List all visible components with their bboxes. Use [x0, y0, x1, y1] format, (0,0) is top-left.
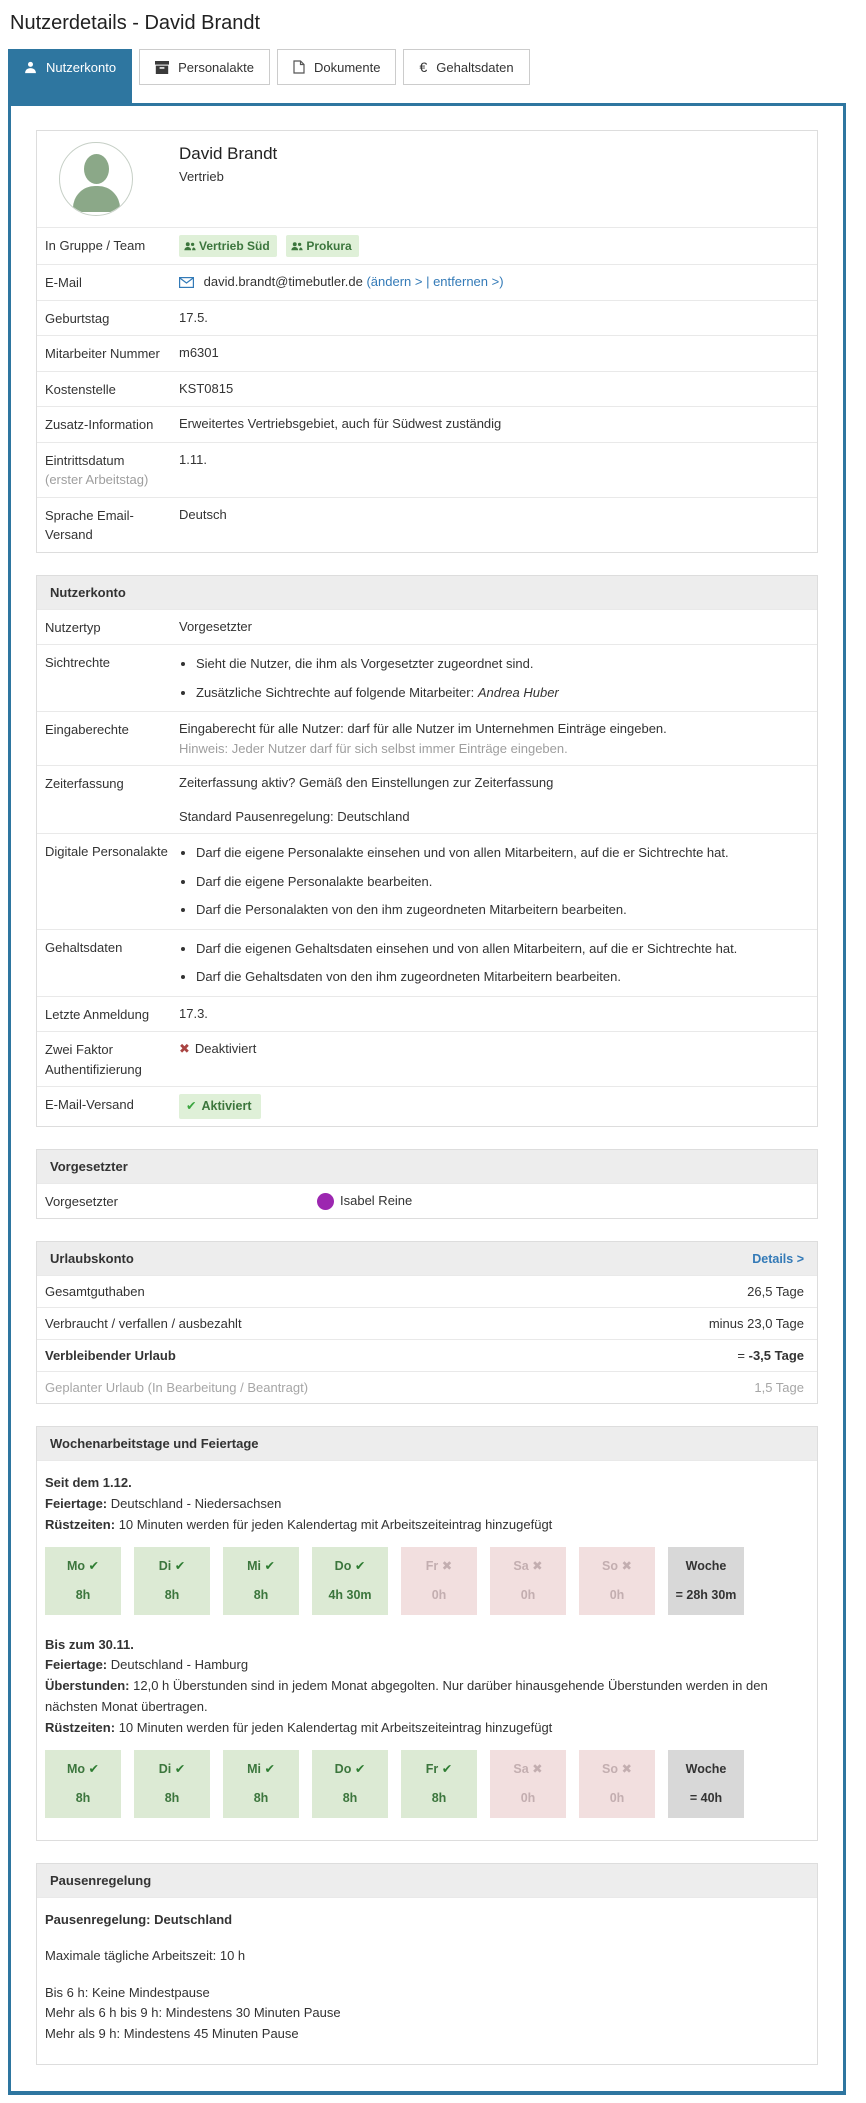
avatar [59, 142, 133, 216]
row-label: Digitale Personalakte [45, 844, 168, 859]
check-icon: ✔ [354, 1558, 366, 1573]
workday-box-do: Do ✔ 4h 30m [312, 1547, 388, 1615]
row-last-login [37, 996, 817, 1032]
row-cost-center [37, 371, 817, 407]
vacation-card [36, 1241, 818, 1404]
personnel-file-right: • Darf die eigene Personalakte bearbeiten. [196, 872, 804, 892]
row-email-sending [37, 1086, 817, 1126]
section-header-pausenregelung: Pausenregelung [37, 1864, 817, 1897]
row-value: Vorgesetzter [179, 618, 252, 634]
cross-icon: ✖ [532, 1558, 543, 1573]
tab-dokumente[interactable] [277, 49, 396, 85]
row-input-rights [37, 711, 817, 765]
input-rights-hint: Hinweis: Jeder Nutzer darf für sich selbst immer Einträge eingeben. [179, 740, 568, 756]
row-personnel-file [37, 833, 817, 929]
group-badge: Vertrieb Süd [179, 235, 277, 257]
cross-icon: ✖ [179, 1041, 190, 1056]
status-badge [179, 1094, 261, 1119]
row-label: Letzte Anmeldung [45, 1006, 150, 1022]
workday-box-mi: Mi ✔ 8h [223, 1750, 299, 1818]
workday-box-sa: Sa ✖ 0h [490, 1547, 566, 1615]
view-right-item: • Zusätzliche Sichtrechte auf folgende Mitarbeiter: Andrea Huber [196, 683, 804, 703]
row-two-factor [37, 1031, 817, 1086]
supervisor-name: Isabel Reine [340, 1193, 413, 1209]
workday-box-fr: Fr ✖ 0h [401, 1547, 477, 1615]
vacation-row-value: 26,5 Tage [747, 1284, 804, 1300]
workday-box-mo: Mo ✔ 8h [45, 1547, 121, 1615]
max-worktime-line: Maximale tägliche Arbeitszeit: 10 h [45, 1948, 246, 1964]
row-value: Deutsch [179, 506, 227, 522]
check-icon: ✔ [186, 1099, 197, 1113]
overtime-line: Überstunden: 12,0 h Überstunden sind in jedem Monat abgegolten. Nur darüber hinausgehende Überstunden werden in den nächsten Monat übertragen. [45, 1678, 768, 1715]
week-total-box: Woche = 28h 30m [668, 1547, 744, 1615]
row-sublabel: (erster Arbeitstag) [45, 472, 149, 487]
supervisor-avatar [317, 1193, 334, 1210]
workday-box-fr: Fr ✔ 8h [401, 1750, 477, 1818]
row-label: Mitarbeiter Nummer [45, 346, 160, 361]
row-entry-date [37, 442, 817, 497]
envelope-icon [179, 276, 198, 291]
row-label: Zwei Faktor Authentifizierung [45, 1042, 142, 1077]
input-rights-text: Eingaberecht für alle Nutzer: darf für alle Nutzer im Unternehmen Einträge eingeben. [179, 721, 667, 736]
check-icon: ✔ [174, 1558, 186, 1573]
tab-personalakte[interactable] [139, 49, 270, 85]
workday-box-sa: Sa ✖ 0h [490, 1750, 566, 1818]
row-value: 17.3. [179, 1005, 208, 1021]
check-icon: ✔ [88, 1761, 100, 1776]
check-icon: ✔ [88, 1558, 100, 1573]
vacation-row-planned [37, 1371, 817, 1403]
cross-icon: ✖ [441, 1558, 453, 1573]
section-header-wochenarbeitstage: Wochenarbeitstage und Feiertage [37, 1427, 817, 1460]
check-icon: ✔ [264, 1558, 275, 1573]
vacation-row-label: Verbraucht / verfallen / ausbezahlt [45, 1316, 242, 1332]
tab-nutzerkonto[interactable] [8, 49, 132, 85]
personnel-file-right: • Darf die eigene Personalakte einsehen und von allen Mitarbeitern, auf die er Sichtrechte hat. [196, 843, 804, 863]
time-tracking-line: Zeiterfassung aktiv? Gemäß den Einstellungen zur Zeiterfassung [179, 775, 554, 790]
row-language [37, 497, 817, 552]
vacation-row-label: Verbleibender Urlaub [45, 1348, 176, 1364]
row-group-team [37, 227, 817, 264]
holidays-line: Feiertage: Deutschland - Hamburg [45, 1657, 249, 1673]
workday-box-mo: Mo ✔ 8h [45, 1750, 121, 1818]
row-label: Kostenstelle [45, 381, 116, 397]
workday-box-di: Di ✔ 8h [134, 1547, 210, 1615]
setup-time-line: Rüstzeiten: 10 Minuten werden für jeden Kalendertag mit Arbeitszeiteintrag hinzugefügt [45, 1719, 553, 1735]
salary-right: • Darf die eigenen Gehaltsdaten einsehen und von allen Mitarbeitern, auf die er Sichtrechte hat. [196, 939, 804, 959]
check-icon: ✔ [174, 1761, 186, 1776]
workday-row [45, 1750, 804, 1818]
check-icon: ✔ [441, 1761, 453, 1776]
cross-icon: ✖ [621, 1558, 632, 1573]
person-icon [24, 61, 37, 74]
row-label: Eintrittsdatum [45, 452, 125, 468]
row-time-tracking [37, 765, 817, 833]
row-label: Gehaltsdaten [45, 939, 123, 955]
user-name: David Brandt [179, 144, 278, 163]
cross-icon: ✖ [532, 1761, 543, 1776]
salary-right: • Darf die Gehaltsdaten von den ihm zugeordneten Mitarbeitern bearbeiten. [196, 967, 804, 987]
euro-icon: € [419, 59, 428, 75]
workday-row [45, 1547, 804, 1615]
check-icon: ✔ [264, 1761, 275, 1776]
break-rule: Mehr als 9 h: Mindestens 45 Minuten Pause [45, 2025, 299, 2041]
vacation-row-label: Gesamtguthaben [45, 1284, 145, 1300]
users-icon [184, 241, 196, 252]
row-supervisor [37, 1183, 817, 1219]
vacation-row-value: 1,5 Tage [754, 1380, 804, 1396]
row-label: Sprache Email-Versand [45, 507, 134, 542]
check-icon: ✔ [354, 1761, 366, 1776]
row-label: Eingaberechte [45, 722, 129, 737]
breaks-card [36, 1863, 818, 2065]
workweek-card [36, 1426, 818, 1840]
row-label: Zusatz-Information [45, 417, 154, 432]
two-factor-status: Deaktiviert [194, 1041, 257, 1056]
workday-box-so: So ✖ 0h [579, 1750, 655, 1818]
row-employee-number [37, 335, 817, 371]
tab-label: Nutzerkonto [46, 59, 117, 75]
row-label: Sichtrechte [45, 655, 111, 670]
section-header-nutzerkonto: Nutzerkonto [37, 576, 817, 609]
user-details-panel [8, 103, 846, 2095]
row-value: 17.5. [179, 309, 208, 325]
time-tracking-line: Standard Pausenregelung: Deutschland [179, 808, 410, 824]
period-title: Seit dem 1.12. [45, 1475, 132, 1491]
profile-header [37, 131, 817, 227]
workday-box-do: Do ✔ 8h [312, 1750, 388, 1818]
vacation-details-link[interactable]: Details > [752, 1251, 804, 1266]
row-label: In Gruppe / Team [45, 238, 146, 253]
vacation-row [37, 1307, 817, 1339]
profile-card [36, 130, 818, 553]
row-label: E-Mail-Versand [45, 1097, 134, 1112]
personnel-file-right: • Darf die Personalakten von den ihm zugeordneten Mitarbeitern bearbeiten. [196, 900, 804, 920]
vacation-row-label: Geplanter Urlaub (In Bearbeitung / Beantragt) [45, 1380, 309, 1396]
row-email: E-Mail david.brandt@timebutler.de (ändern > | entfernen >) [37, 264, 817, 300]
cross-icon: ✖ [621, 1761, 632, 1776]
break-rule: Bis 6 h: Keine Mindestpause [45, 1985, 210, 2001]
row-label: Geburtstag [45, 310, 110, 326]
workday-box-di: Di ✔ 8h [134, 1750, 210, 1818]
row-label: Vorgesetzter [45, 1193, 118, 1209]
tab-label: Gehaltsdaten [436, 59, 514, 75]
vacation-row-remaining: Verbleibender Urlaub = -3,5 Tage [37, 1339, 817, 1371]
vacation-row-value: -3,5 Tage [748, 1348, 804, 1364]
document-icon [293, 60, 305, 74]
row-salary-rights [37, 929, 817, 996]
break-rule-title: Pausenregelung: Deutschland [45, 1911, 233, 1927]
tab-label: Dokumente [313, 59, 381, 75]
group-badge: Prokura [286, 235, 358, 257]
email-address: david.brandt@timebutler.de [203, 274, 363, 289]
week-total-box: Woche = 40h [668, 1750, 744, 1818]
holidays-line: Feiertage: Deutschland - Niedersachsen [45, 1496, 282, 1512]
break-rule: Mehr als 6 h bis 9 h: Mindestens 30 Minuten Pause [45, 2005, 341, 2021]
email-change-link[interactable]: ändern > [370, 274, 423, 289]
vacation-row-value: minus 23,0 Tage [708, 1316, 804, 1332]
workday-box-so: So ✖ 0h [579, 1547, 655, 1615]
users-icon [291, 241, 303, 252]
row-value: Erweitertes Vertriebsgebiet, auch für Südwest zuständig [179, 416, 502, 431]
workday-box-mi: Mi ✔ 8h [223, 1547, 299, 1615]
archive-box-icon [155, 61, 169, 74]
tab-gehaltsdaten[interactable] [403, 49, 529, 85]
section-header-urlaubskonto: Urlaubskonto Details > [37, 1242, 817, 1275]
row-view-rights [37, 644, 817, 711]
row-value: 1.11. [179, 451, 207, 467]
row-extra-info [37, 406, 817, 442]
extra-rights-user: Andrea Huber [477, 684, 559, 700]
row-user-type [37, 609, 817, 645]
row-value: KST0815 [179, 380, 234, 396]
page-title: Nutzerdetails - David Brandt [10, 12, 261, 34]
setup-time-line: Rüstzeiten: 10 Minuten werden für jeden Kalendertag mit Arbeitszeiteintrag hinzugefügt [45, 1516, 553, 1532]
row-label: E-Mail [45, 275, 82, 290]
supervisor-card [36, 1149, 818, 1220]
row-label: Nutzertyp [45, 619, 101, 635]
account-card [36, 575, 818, 1127]
user-department: Vertrieb [179, 169, 224, 184]
vacation-row [37, 1275, 817, 1307]
row-birthday [37, 300, 817, 336]
view-right-item: • Sieht die Nutzer, die ihm als Vorgesetzter zugeordnet sind. [196, 654, 804, 674]
period-title: Bis zum 30.11. [45, 1636, 134, 1652]
row-value: m6301 [179, 345, 219, 360]
section-header-vorgesetzter: Vorgesetzter [37, 1150, 817, 1183]
tab-label: Personalakte [178, 59, 254, 75]
email-remove-link[interactable]: entfernen > [433, 274, 500, 289]
email-sending-status: Aktiviert [201, 1099, 252, 1113]
tab-bar [8, 49, 858, 85]
row-label: Zeiterfassung [45, 776, 124, 791]
